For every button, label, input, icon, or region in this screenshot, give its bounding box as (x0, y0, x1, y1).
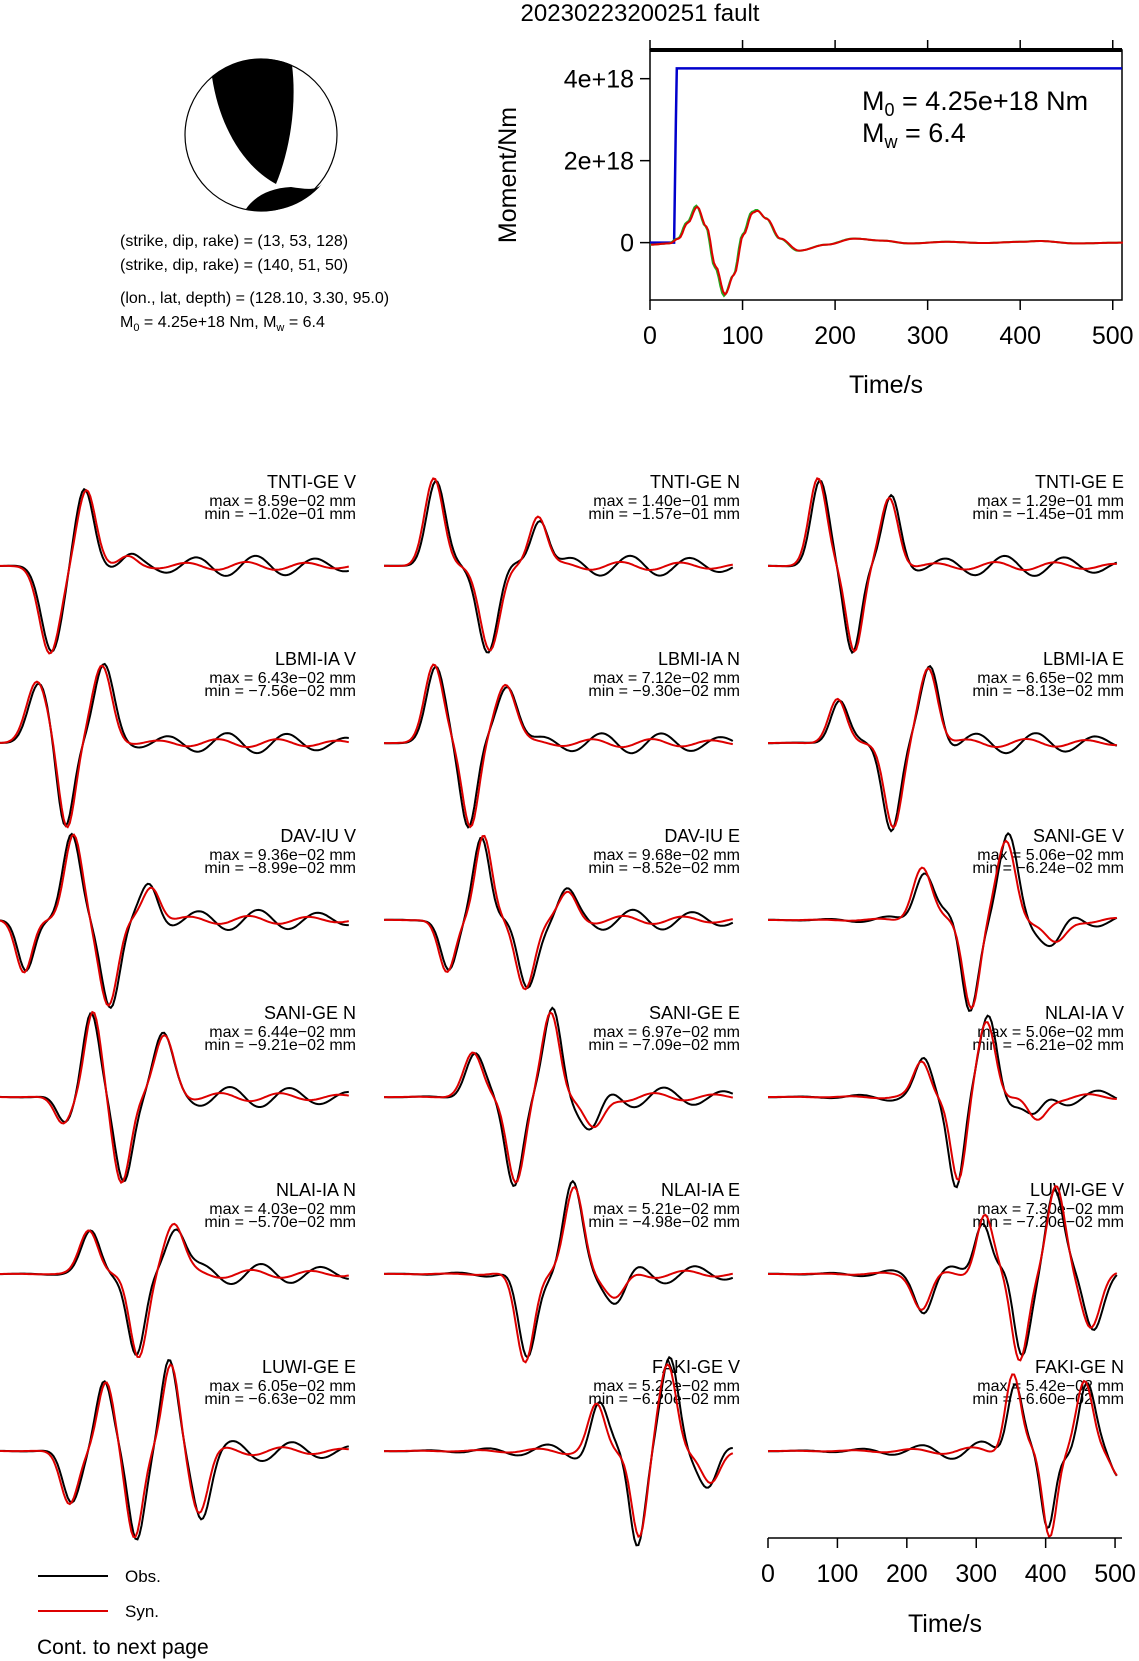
station-label: SANI-GE N (263, 1003, 356, 1023)
min-amplitude-label: min = −6.63e−02 mm (204, 1391, 356, 1408)
max-amplitude-label: max = 5.42e−02 mm (977, 1378, 1124, 1395)
waveform-panel (768, 1357, 1124, 1537)
y-tick-label-0: 0 (620, 229, 634, 258)
min-amplitude-label: min = −6.20e−02 mm (588, 1391, 740, 1408)
min-amplitude-label: min = −8.13e−02 mm (972, 683, 1124, 700)
max-amplitude-label: max = 8.59e−02 mm (209, 493, 356, 510)
station-label: LBMI-IA E (1042, 649, 1124, 669)
moment-text-mid: = 4.25e+18 Nm, M (139, 314, 277, 331)
station-label: TNTI-GE V (267, 472, 356, 492)
x-axis-label: Time/s (848, 371, 924, 399)
waveform-panel (0, 1003, 356, 1183)
min-amplitude-label: min = −6.21e−02 mm (972, 1037, 1124, 1054)
station-label: TNTI-GE E (1035, 472, 1124, 492)
time-tick-label-100: 100 (816, 1560, 859, 1588)
waveform-panel (768, 826, 1124, 1011)
station-label: LBMI-IA V (274, 649, 356, 669)
beachball-icon (185, 59, 337, 211)
station-label: NLAI-IA E (660, 1180, 740, 1200)
max-amplitude-label: max = 5.22e−02 mm (593, 1378, 740, 1395)
x-tick-label-400: 400 (999, 322, 1042, 350)
max-amplitude-label: max = 7.12e−02 mm (593, 670, 740, 687)
moment-text-sub2: w (276, 322, 285, 334)
moment-text-prefix: M (120, 314, 134, 331)
station-label: LUWI-GE V (1029, 1180, 1124, 1200)
waveform-panel (0, 826, 356, 1008)
time-axis-label: Time/s (907, 1610, 983, 1638)
station-label: DAV-IU V (280, 826, 356, 846)
max-amplitude-label: max = 5.06e−02 mm (977, 1024, 1124, 1041)
y-tick-label-1: 2e+18 (563, 147, 634, 176)
plane2-text: (strike, dip, rake) = (140, 51, 50) (120, 257, 349, 274)
max-amplitude-label: max = 1.29e−01 mm (977, 493, 1124, 510)
mw-part-0: M (862, 118, 885, 148)
waveform-panel (384, 826, 740, 989)
waveform-time-axis (761, 1538, 1136, 1638)
waveform-panel (768, 1003, 1124, 1187)
time-tick-label-500: 500 (1094, 1560, 1136, 1588)
min-amplitude-label: min = −1.02e−01 mm (204, 506, 356, 523)
max-amplitude-label: max = 9.36e−02 mm (209, 847, 356, 864)
min-amplitude-label: min = −6.24e−02 mm (972, 860, 1124, 877)
max-amplitude-label: max = 6.43e−02 mm (209, 670, 356, 687)
y-axis-label: Moment/Nm (494, 106, 522, 244)
station-label: DAV-IU E (664, 826, 740, 846)
max-amplitude-label: max = 6.97e−02 mm (593, 1024, 740, 1041)
mw-part-1: w (884, 132, 898, 152)
waveform-panel (384, 649, 740, 827)
waveform-panel (0, 649, 356, 827)
station-label: NLAI-IA V (1044, 1003, 1124, 1023)
x-tick-label-300: 300 (906, 322, 949, 350)
station-label: SANI-GE V (1032, 826, 1124, 846)
max-amplitude-label: max = 6.65e−02 mm (977, 670, 1124, 687)
moment-text-suffix: = 6.4 (284, 314, 325, 331)
min-amplitude-label: min = −4.98e−02 mm (588, 1214, 740, 1231)
waveform-panel (384, 1180, 740, 1362)
waveform-panel (768, 1180, 1124, 1360)
min-amplitude-label: min = −9.30e−02 mm (588, 683, 740, 700)
time-tick-label-300: 300 (955, 1560, 998, 1588)
min-amplitude-label: min = −8.52e−02 mm (588, 860, 740, 877)
station-label: SANI-GE E (648, 1003, 740, 1023)
min-amplitude-label: min = −1.45e−01 mm (972, 506, 1124, 523)
moment-text (120, 314, 325, 334)
station-label: FAKI-GE N (1034, 1357, 1124, 1377)
waveform-panel (768, 472, 1124, 653)
station-label: TNTI-GE N (650, 472, 740, 492)
min-amplitude-label: min = −7.20e−02 mm (972, 1214, 1124, 1231)
waveform-panel (384, 1003, 740, 1186)
time-tick-label-0: 0 (761, 1560, 775, 1588)
max-amplitude-label: max = 4.03e−02 mm (209, 1201, 356, 1218)
max-amplitude-label: max = 6.05e−02 mm (209, 1378, 356, 1395)
station-label: FAKI-GE V (651, 1357, 740, 1377)
min-amplitude-label: min = −7.09e−02 mm (588, 1037, 740, 1054)
min-amplitude-label: min = −9.21e−02 mm (204, 1037, 356, 1054)
waveform-panels (0, 472, 1124, 1545)
mw-part-2: = 6.4 (897, 118, 966, 148)
station-label: LBMI-IA N (657, 649, 740, 669)
station-label: LUWI-GE E (261, 1357, 356, 1377)
max-amplitude-label: max = 5.21e−02 mm (593, 1201, 740, 1218)
min-amplitude-label: min = −5.70e−02 mm (204, 1214, 356, 1231)
location-text: (lon., lat, depth) = (128.10, 3.30, 95.0) (120, 290, 390, 307)
waveform-panel (384, 472, 740, 652)
m0-part-1: 0 (884, 100, 895, 120)
min-amplitude-label: min = −8.99e−02 mm (204, 860, 356, 877)
moment-annotation-mw (862, 118, 966, 152)
waveform-panel (0, 1357, 356, 1539)
legend-obs-label: Obs. (125, 1567, 161, 1586)
waveform-panel (0, 472, 356, 653)
max-amplitude-label: max = 5.06e−02 mm (977, 847, 1124, 864)
max-amplitude-label: max = 6.44e−02 mm (209, 1024, 356, 1041)
time-tick-label-200: 200 (885, 1560, 928, 1588)
legend (38, 1567, 161, 1621)
moment-plot (494, 40, 1134, 399)
max-amplitude-label: max = 9.68e−02 mm (593, 847, 740, 864)
observed-trace (0, 1230, 349, 1355)
min-amplitude-label: min = −6.60e−02 mm (972, 1391, 1124, 1408)
time-tick-label-400: 400 (1024, 1560, 1067, 1588)
synthetic-trace (0, 1224, 349, 1357)
legend-syn-label: Syn. (125, 1602, 160, 1621)
x-tick-label-500: 500 (1091, 322, 1134, 350)
continuation-note: Cont. to next page (37, 1636, 209, 1659)
station-label: NLAI-IA N (275, 1180, 356, 1200)
y-tick-label-2: 4e+18 (563, 65, 634, 94)
waveform-panel (768, 649, 1124, 831)
moment-rate-red (651, 207, 1123, 294)
waveform-panel (384, 1357, 740, 1545)
waveform-panel (0, 1180, 356, 1357)
m0-part-0: M (862, 86, 885, 116)
x-tick-label-100: 100 (721, 322, 764, 350)
plane1-text: (strike, dip, rake) = (13, 53, 128) (120, 233, 349, 250)
max-amplitude-label: max = 1.40e−01 mm (593, 493, 740, 510)
m0-part-2: = 4.25e+18 Nm (894, 86, 1089, 116)
max-amplitude-label: max = 7.30e−02 mm (977, 1201, 1124, 1218)
moment-text-sub: 0 (133, 322, 140, 334)
figure-title: 20230223200251 fault (520, 0, 760, 27)
x-tick-label-0: 0 (643, 322, 657, 350)
min-amplitude-label: min = −1.57e−01 mm (588, 506, 740, 523)
x-tick-label-200: 200 (814, 322, 856, 350)
min-amplitude-label: min = −7.56e−02 mm (204, 683, 356, 700)
moment-annotation-m0 (862, 86, 1088, 120)
